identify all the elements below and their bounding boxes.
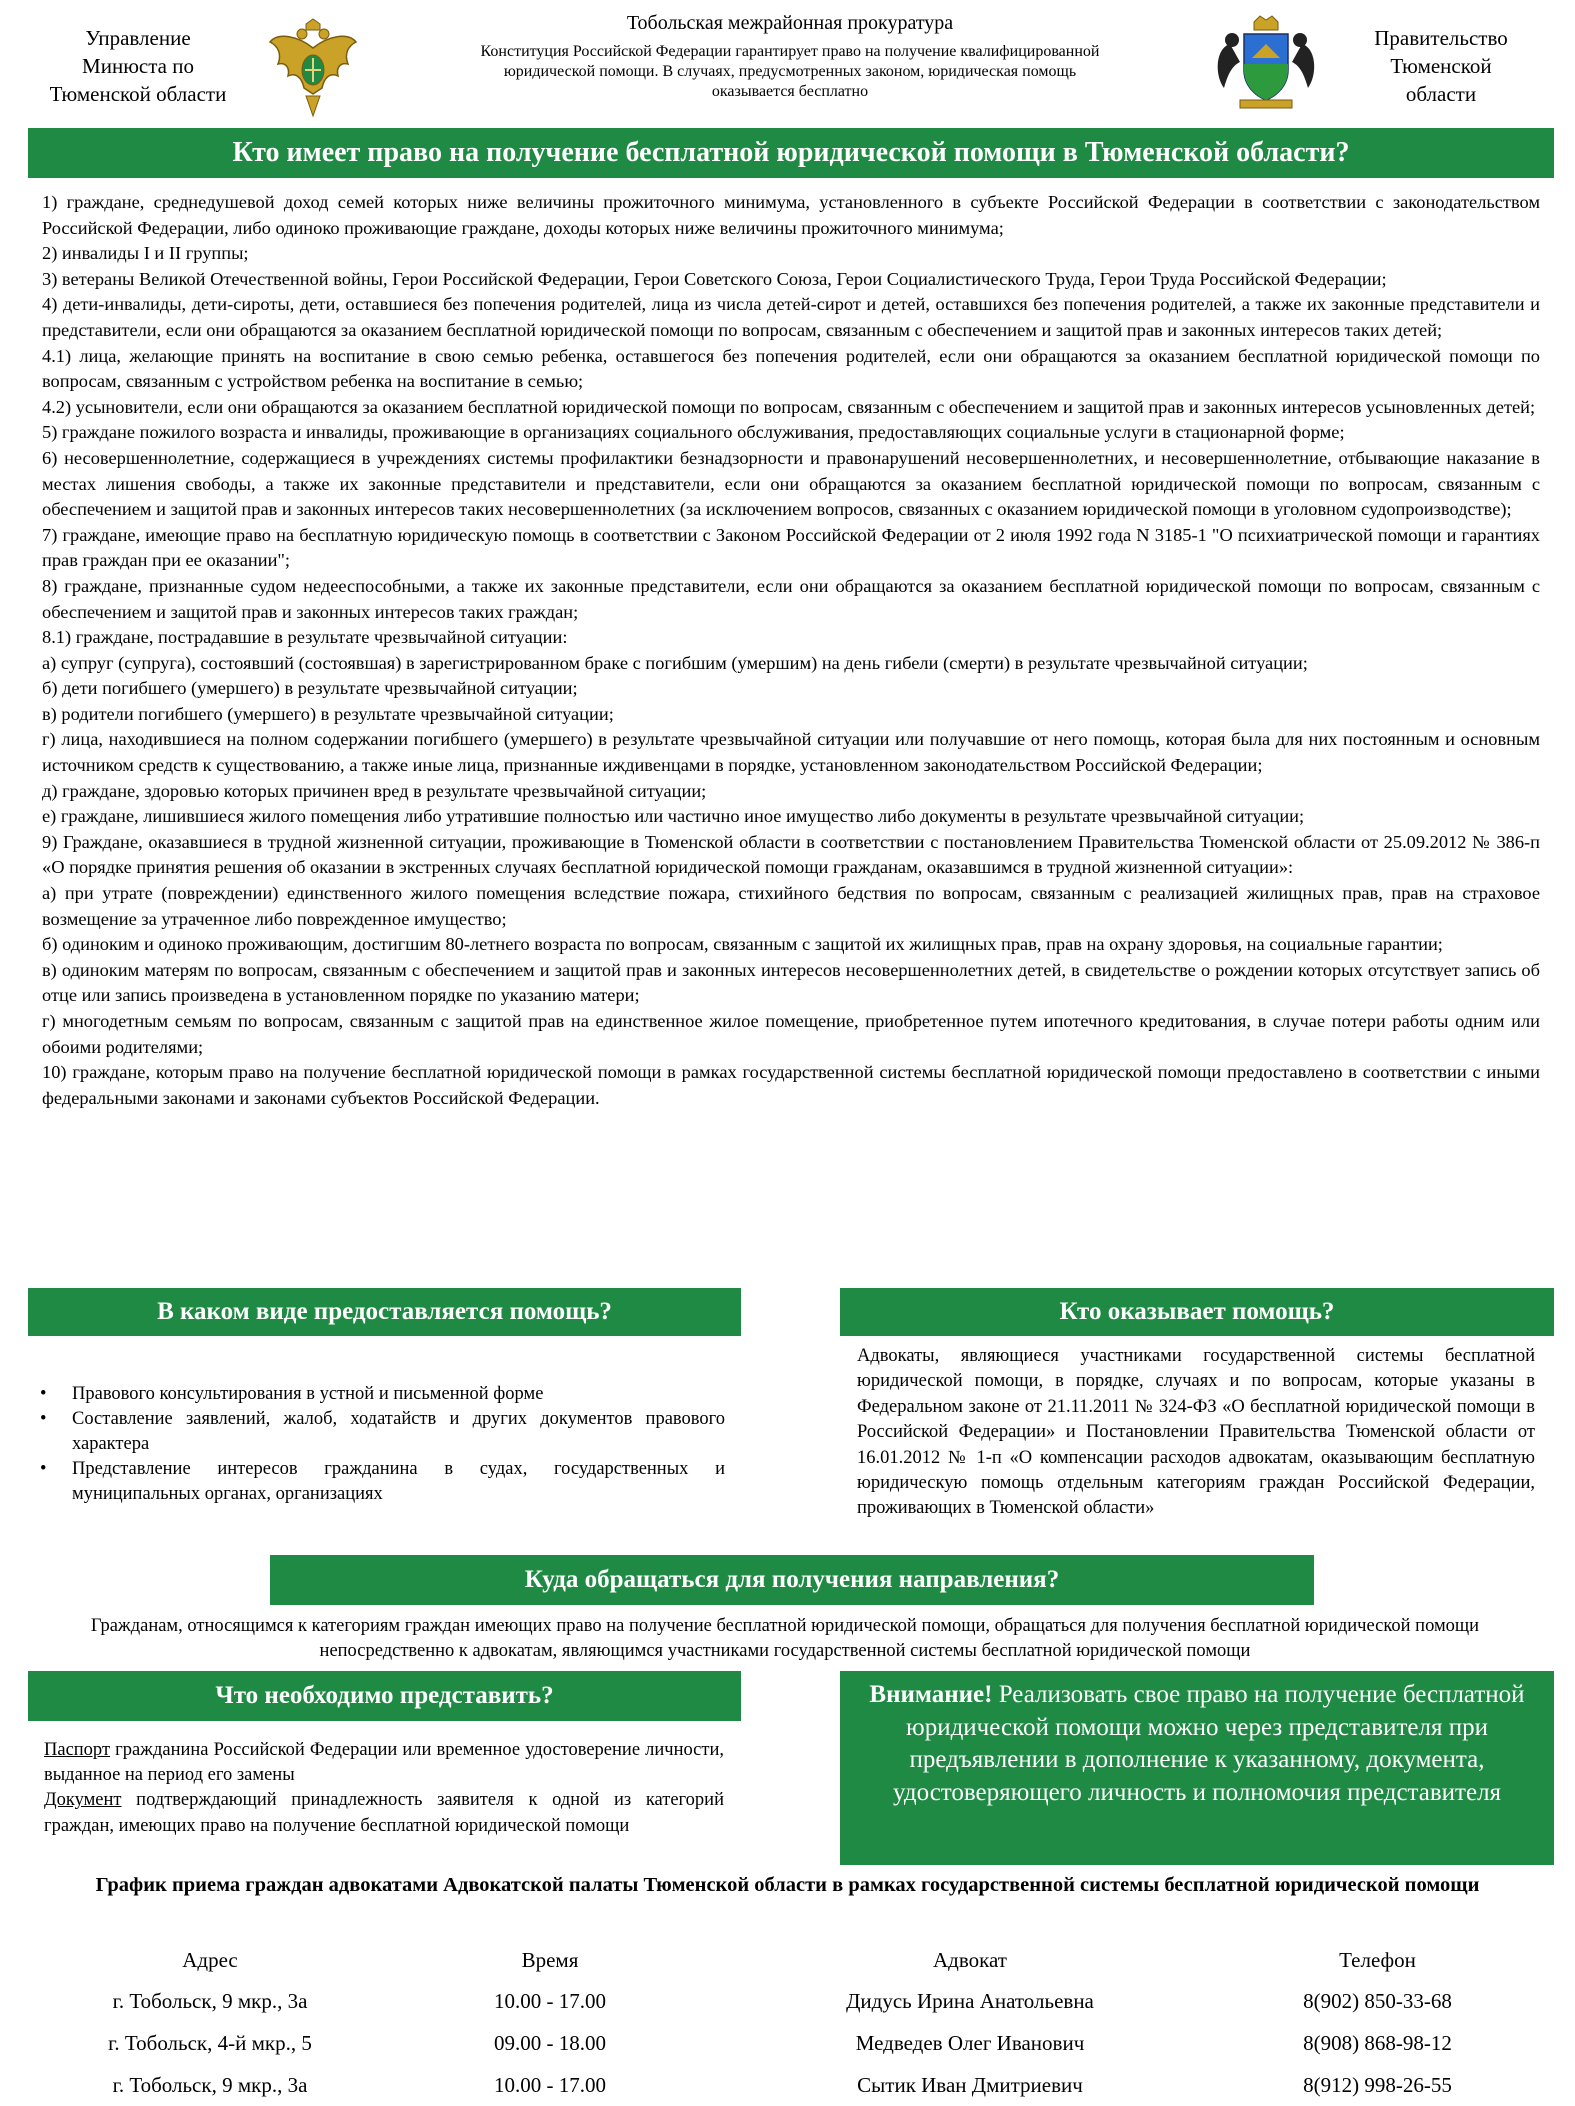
required-document-proof: Документ подтверждающий принадлежность заявителя к одной из категорий граждан, имеющих право на получение бесплатной юридической помощи [44,1790,724,1836]
ministry-justice-org-name: Управление Минюста по Тюменской области [49,26,227,106]
schedule-title: График приема граждан адвокатами Адвокатской палаты Тюменской области в рамках государственной системы бесплатной юридической помощи [95,1874,1480,1896]
where-to-apply-text: Гражданам, относящимся к категориям граждан имеющих право на получение бесплатной юридической помощи, обращаться для получения бесплатной юридической помощи непосредственно к адвокатам, являющимся участниками государственной системы бесплатной юридической помощи [90,1616,1480,1661]
eligibility-item: г) лица, находившиеся на полном содержании погибшего (умершего) в результате чрезвычайной ситуации или получавшие от него помощь, которая была для них постоянным и основным источником средств к существованию, а также иные лица, признанные иждивенцами в порядке, установленном законодательством Российской Федерации; [42,729,1540,776]
eligibility-item: 6) несовершеннолетние, содержащиеся в учреждениях системы профилактики безнадзорности и правонарушений несовершеннолетних, и несовершеннолетние, отбывающие наказание в местах лишения свободы, а также их законные представители и представители, если они обращаются за оказанием бесплатной юридической помощи по вопросам, связанным с обеспечением и защитой прав и законных интересов таких несовершеннолетних (за исключением вопросов, связанных с оказанием юридической помощи в уголовном судопроизводстве); [42,447,1540,520]
column-header-address: Адрес [182,1947,238,1972]
attention-notice [840,1671,1554,1865]
time-cell: 09.00 - 18.00 [494,2030,606,2055]
eligibility-item: в) одиноким матерям по вопросам, связанным с обеспечением и защитой прав и законных интересов несовершеннолетних детей, в свидетельстве о рождении которых отсутствует запись об отце или запись произведена в установленном порядке по указанию матери; [42,959,1540,1006]
tyumen-coat-of-arms-icon [1210,14,1322,114]
address-cell: г. Тобольск, 4-й мкр., 5 [108,2030,312,2055]
eligibility-item: б) дети погибшего (умершего) в результате чрезвычайной ситуации; [42,678,578,699]
eligibility-section-title: Кто имеет право на получение бесплатной юридической помощи в Тюменской области? [28,128,1554,178]
eligibility-item: е) граждане, лишившиеся жилого помещения либо утратившие полностью или частично иное имущество либо документы в результате чрезвычайной ситуации; [42,806,1305,827]
column-header-lawyer: Адвокат [933,1947,1007,1972]
eligibility-item: 1) граждане, среднедушевой доход семей которых ниже величины прожиточного минимума, установленного в субъекте Российской Федерации в соответствии с законодательством Российской Федерации, либо одиноко проживающие граждане, доходы которых ниже величины прожиточного минимума; [42,192,1540,238]
eligibility-item: 10) граждане, которым право на получение бесплатной юридической помощи в рамках государственной системы бесплатной юридической помощи предоставлено в соответствии с иными федеральными законами и законами субъектов Российской Федерации. [42,1062,1540,1108]
phone-cell: 8(902) 850-33-68 [1303,1988,1452,2013]
table-row [40,1980,1535,2022]
eligibility-item: 4.2) усыновители, если они обращаются за оказанием бесплатной юридической помощи по вопросам, связанным с обеспечением и защитой прав и законных интересов усыновленных детей; [42,396,1536,417]
eligibility-item: а) супруг (супруга), состоявший (состоявшая) в зарегистрированном браке с погибшим (умершим) на день гибели (смерти) в результате чрезвычайной ситуации; [42,652,1308,673]
required-documents-section-title: Что необходимо представить? [28,1671,741,1721]
eligibility-item: 8.1) граждане, пострадавшие в результате чрезвычайной ситуации: [42,627,568,648]
column-header-time: Время [521,1947,579,1972]
lawyer-cell: Медведев Олег Иванович [855,2030,1085,2055]
eligibility-item: 8) граждане, признанные судом недееспособными, а также их законные представители, если они обращаются за оказанием бесплатной юридической помощи по вопросам, связанным с обеспечением и защитой прав и законных интересов таких граждан; [42,575,1540,622]
eligibility-list [42,190,1540,1111]
phone-cell: 8(908) 868-98-12 [1303,2030,1452,2055]
list-item: • Составление заявлений, жалоб, ходатайств и других документов правового характера [40,1407,725,1457]
eligibility-item: б) одиноким и одиноко проживающим, достигшим 80-летнего возраста по вопросам, связанным с защитой их жилищных прав, прав на охрану здоровья, на социальные гарантии; [42,934,1443,955]
prosecutor-header [400,10,1180,102]
eligibility-item: 4) дети-инвалиды, дети-сироты, дети, оставшиеся без попечения родителей, лица из числа детей-сирот и детей, оставшихся без попечения родителей, а также их законные представители и представители, если они обращаются за оказанием бесплатной юридической помощи по вопросам, связанным с обеспечением и защитой прав и законных интересов таких детей; [42,294,1540,340]
attention-label: Внимание! [869,1681,993,1708]
lawyer-cell: Дидусь Ирина Анатольевна [846,1988,1094,2013]
eligibility-item: 5) граждане пожилого возраста и инвалиды, проживающие в организациях социального обслуживания, предоставляющих социальные услуги в стационарной форме; [42,422,1345,443]
prosecutor-office-name: Тобольская межрайонная прокуратура [626,12,954,34]
table-row [40,2022,1535,2064]
tyumen-government-org-name: Правительство Тюменской области [1374,26,1508,106]
address-cell: г. Тобольск, 9 мкр., 3а [112,2072,308,2097]
where-to-apply-section-title: Куда обращаться для получения направления? [270,1555,1314,1605]
attention-text: Реализовать свое право на получение бесплатной юридической помощи можно через представителя при предъявлении в дополнение к указанному, документа, удостоверяющего личность и полномочия представителя [892,1681,1525,1806]
double-headed-eagle-emblem-icon [268,18,358,118]
eligibility-item: 9) Граждане, оказавшиеся в трудной жизненной ситуации, проживающие в Тюменской области в соответствии с постановлением Правительства Тюменской области от 25.09.2012 № 386-п «О порядке принятия решения об оказании в экстренных случаях бесплатной юридической помощи гражданам, оказавшимся в трудной жизненной ситуации»: [42,831,1540,878]
who-helps-section-title: Кто оказывает помощь? [840,1288,1554,1336]
time-cell: 10.00 - 17.00 [494,1988,606,2013]
help-form-list [40,1382,725,1507]
lawyer-cell: Сытик Иван Дмитриевич [857,2072,1083,2097]
eligibility-item: г) многодетным семьям по вопросам, связанным с защитой прав на единственное жилое помещение, приобретенное путем ипотечного кредитования, в случае потери работы одним или обоими родителями; [42,1011,1540,1057]
required-document-passport: Паспорт гражданина Российской Федерации или временное удостоверение личности, выданное на период его замены [44,1740,724,1786]
list-item: • Правового консультирования в устной и письменной форме [40,1382,725,1407]
who-helps-text: Адвокаты, являющиеся участниками государственной системы бесплатной юридической помощи, в порядке, случаях и по вопросам, которые указаны в Федеральном законе от 21.11.2011 № 324-ФЗ «О бесплатной юридической помощи в Российской Федерации» и Постановлении Правительства Тюменской области от 16.01.2012 № 1-п «О компенсации расходов адвокатам, оказывающим бесплатную юридическую помощь отдельным категориям граждан Российской Федерации, проживающих в Тюменской области» [857,1346,1535,1519]
eligibility-item: 2) инвалиды I и II группы; [42,243,249,264]
column-header-phone: Телефон [1339,1947,1416,1972]
eligibility-item: в) родители погибшего (умершего) в результате чрезвычайной ситуации; [42,703,614,724]
time-cell: 10.00 - 17.00 [494,2072,606,2097]
help-form-section-title: В каком виде предоставляется помощь? [28,1288,741,1336]
eligibility-item: 7) граждане, имеющие право на бесплатную юридическую помощь в соответствии с Законом Российской Федерации от 2 июля 1992 года N 3185-1 "О психиатрической помощи и гарантиях прав граждан при ее оказании"; [42,524,1540,571]
eligibility-item: д) граждане, здоровью которых причинен вред в результате чрезвычайной ситуации; [42,780,707,801]
phone-cell: 8(912) 998-26-55 [1303,2072,1452,2097]
eligibility-item: а) при утрате (повреждении) единственного жилого помещения вследствие пожара, стихийного бедствия по вопросам, связанным с реализацией жилищных прав, прав на страховое возмещение за утраченное либо поврежденное имущество; [42,883,1540,929]
list-item: • Представление интересов гражданина в судах, государственных и муниципальных органах, организациях [40,1457,725,1507]
eligibility-item: 3) ветераны Великой Отечественной войны, Герои Российской Федерации, Герои Советского Союза, Герои Социалистического Труда, Герои Труда Российской Федерации; [42,268,1387,289]
required-documents-text [44,1738,724,1839]
schedule-header-row [40,1940,1535,1980]
schedule-table [40,1940,1535,2106]
address-cell: г. Тобольск, 9 мкр., 3а [112,1988,308,2013]
constitution-note: Конституция Российской Федерации гарантирует право на получение квалифицированной юридической помощи. В случаях, предусмотренных законом, юридическая помощь оказывается бесплатно [480,43,1100,100]
eligibility-item: 4.1) лица, желающие принять на воспитание в свою семью ребенка, оставшегося без попечения родителей, если они обращаются за оказанием бесплатной юридической помощи по вопросам, связанным с устройством ребенка на воспитание в семью; [42,345,1540,392]
